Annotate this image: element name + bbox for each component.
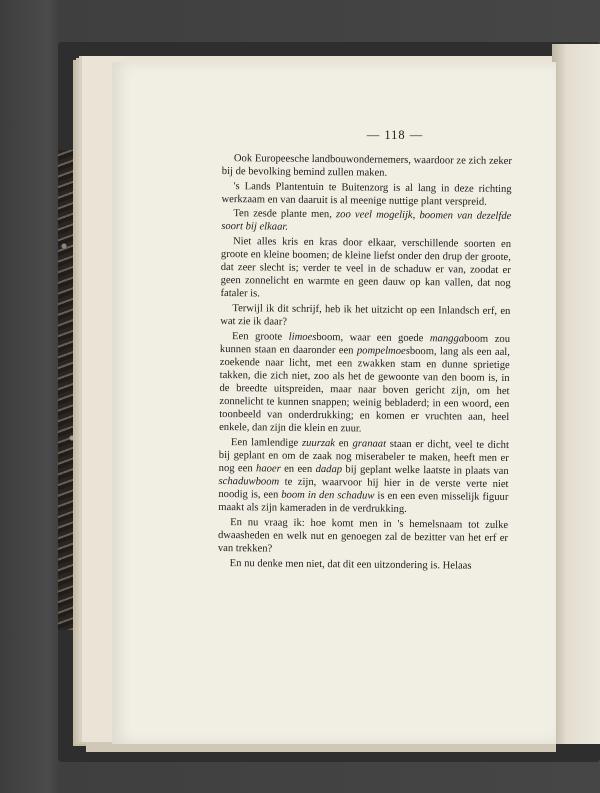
italic-run: boom in den schaduw — [281, 489, 375, 502]
page-number: — 118 — — [366, 128, 424, 142]
marbled-endpaper — [58, 150, 78, 630]
text-run: bij geplant welke laatste in plaats van — [342, 464, 509, 478]
text-run: en een — [280, 463, 316, 476]
paragraph — [220, 235, 511, 304]
italic-run: limoes — [288, 331, 317, 343]
book-page — [112, 62, 556, 744]
paragraph — [218, 436, 509, 518]
text-run: is en een even misselijk figuur maakt als zijn kameraden in de verdrukking. — [218, 490, 509, 516]
text-run: boom, lang als een aal, zoekende naar licht, met een zwakken stam en dunne sprietige takken, die zich niet, zoo als het de gewoonte van den boom is, in de breedte uitspreiden, maar naar boven gericht zijn, om het zonnelicht te kunnen snappen; weinig bebladerd; in een woord, een toonbeeld van onderdrukking; en komen er vruchten aan, heel enkele, dan zijn die klein en zuur. — [219, 345, 510, 435]
italic-run: zuurzak — [301, 437, 336, 450]
text-run: Terwijl ik dit schrijf, heb ik het uitzicht op een Inlandsch erf, en wat zie ik daar? — [220, 303, 511, 328]
paragraph — [221, 180, 511, 209]
italic-run: granaat — [352, 438, 387, 450]
paragraph — [220, 302, 510, 331]
italic-run: mangga — [429, 332, 465, 345]
italic-run: zoo veel mogelijk, boomen van dezelfde soort bij elkaar. — [221, 209, 512, 234]
text-run: boom zou kunnen staan en daaronder een — [219, 333, 511, 357]
text-run: en — [334, 438, 353, 450]
italic-run: pompelmoes — [356, 345, 410, 357]
text-run: Ook Europeesche landbouwondernemers, waardoor ze zich zeker bij de bevolking bemind zullen maken. — [221, 153, 512, 179]
text-run: Ten zesde plante men, — [233, 208, 337, 221]
paragraph — [218, 516, 508, 558]
text-run: staan er dicht, veel te dicht bij geplant en om de zaak nog miserabeler te maken, heeft men er nog een — [218, 438, 509, 475]
body-text — [218, 152, 512, 574]
text-run: 's Lands Plantentuin te Buitenzorg is al lang in deze richting werkzaam en van daaruit is al meenige nuttige plant verspreid. — [221, 180, 512, 208]
paragraph — [221, 207, 511, 236]
facing-page — [552, 44, 600, 744]
text-run: En nu denke men niet, dat dit een uitzondering is. Helaas — [229, 557, 472, 572]
paragraph — [219, 330, 510, 438]
text-run: En nu vraag ik: hoe komt men in 's hemelsnaam tot zulke dwaasheden en welk nut en genoegen zal de bezitter van het erf er van trekken? — [217, 517, 509, 555]
text-run: Niet alles kris en kras door elkaar, verschillende soorten en groote en kleine boomen; de kleine liefst onder den drup der groote, dat zeer slecht is; verder te veel in de schaduw er van, zoodat er geen zonnelicht en warmte en geen dauw op kan vallen, dat nog fataler is. — [220, 236, 512, 300]
text-run: Een groote — [232, 330, 289, 343]
text-run: Een lamlendige — [230, 437, 303, 449]
italic-run: dadap — [315, 464, 343, 476]
text-run: boom, waar een goede — [316, 331, 430, 344]
text-run: te zijn, waarvoor hij hier in de verste verte niet noodig is, een — [218, 476, 509, 501]
paragraph — [218, 557, 508, 573]
italic-run: schaduwboom — [218, 476, 280, 488]
paragraph — [222, 152, 512, 181]
italic-run: haoer — [255, 463, 281, 475]
